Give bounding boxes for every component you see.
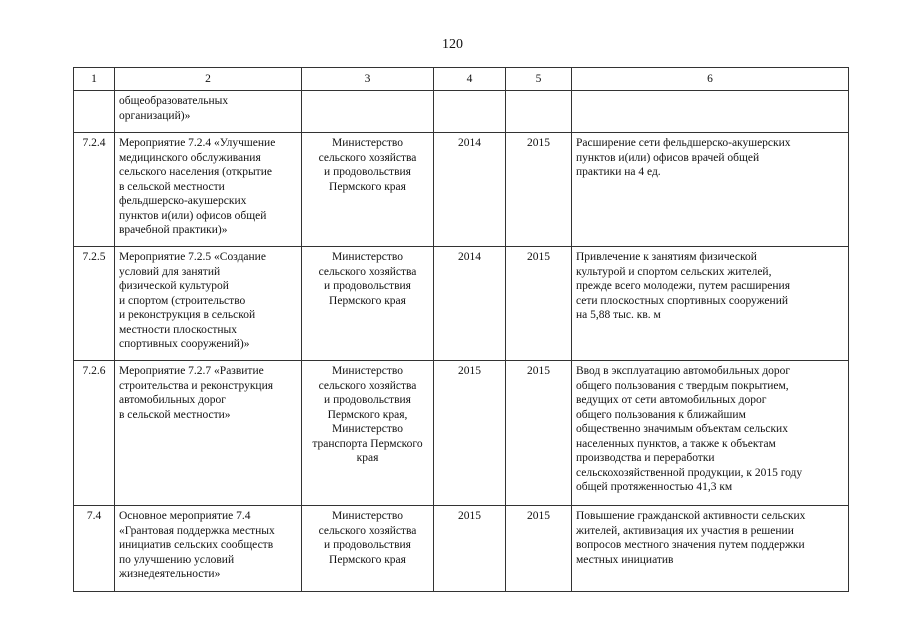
end-year: 2015 [506, 506, 572, 592]
start-year: 2014 [434, 247, 506, 361]
row-number: 7.4 [74, 506, 115, 592]
executor: Министерство сельского хозяйства и продовольствия Пермского края [302, 506, 434, 592]
table-row [74, 247, 849, 361]
executor: Министерство сельского хозяйства и продовольствия Пермского края, Министерство транспорта Пермского края [302, 361, 434, 506]
end-year: 2015 [506, 247, 572, 361]
header-cell-2: 2 [115, 68, 302, 91]
start-year [434, 91, 506, 133]
row-number: 7.2.4 [74, 133, 115, 247]
executor: Министерство сельского хозяйства и продовольствия Пермского края [302, 247, 434, 361]
executor [302, 91, 434, 133]
table-row [74, 506, 849, 592]
row-number [74, 91, 115, 133]
event-name: общеобразовательных организаций)» [115, 91, 302, 133]
end-year: 2015 [506, 361, 572, 506]
start-year: 2015 [434, 361, 506, 506]
expected-result [572, 91, 849, 133]
expected-result: Повышение гражданской активности сельских жителей, активизация их участия в решении вопросов местного значения путем поддержки местных инициатив [572, 506, 849, 592]
event-name: Мероприятие 7.2.4 «Улучшение медицинского обслуживания сельского населения (открытие в сельской местности фельдшерско-акушерских пунктов и(или) офисов общей врачебной практики)» [115, 133, 302, 247]
end-year: 2015 [506, 133, 572, 247]
program-table [73, 67, 849, 592]
header-cell-6: 6 [572, 68, 849, 91]
header-cell-4: 4 [434, 68, 506, 91]
executor: Министерство сельского хозяйства и продовольствия Пермского края [302, 133, 434, 247]
start-year: 2014 [434, 133, 506, 247]
row-number: 7.2.5 [74, 247, 115, 361]
row-number: 7.2.6 [74, 361, 115, 506]
table-row [74, 361, 849, 506]
table-row [74, 133, 849, 247]
header-cell-3: 3 [302, 68, 434, 91]
start-year: 2015 [434, 506, 506, 592]
expected-result: Привлечение к занятиям физической культурой и спортом сельских жителей, прежде всего молодежи, путем расширения сети плоскостных спортивных сооружений на 5,88 тыс. кв. м [572, 247, 849, 361]
expected-result: Ввод в эксплуатацию автомобильных дорог общего пользования с твердым покрытием, ведущих от сети автомобильных дорог общего пользования к ближайшим общественно значимым объектам сельских населенных пунктов, а также к объектам производства и переработки сельскохозяйственной продукции, к 2015 году общей протяженностью 41,3 км [572, 361, 849, 506]
header-cell-5: 5 [506, 68, 572, 91]
page-number: 120 [442, 37, 463, 52]
event-name: Мероприятие 7.2.5 «Создание условий для занятий физической культурой и спортом (строительство и реконструкция в сельской местности плоскостных спортивных сооружений)» [115, 247, 302, 361]
header-cell-1: 1 [74, 68, 115, 91]
table-row [74, 91, 849, 133]
event-name: Мероприятие 7.2.7 «Развитие строительства и реконструкция автомобильных дорог в сельской местности» [115, 361, 302, 506]
header-row [74, 68, 849, 91]
end-year [506, 91, 572, 133]
event-name: Основное мероприятие 7.4 «Грантовая поддержка местных инициатив сельских сообществ по улучшению условий жизнедеятельности» [115, 506, 302, 592]
expected-result: Расширение сети фельдшерско-акушерских пунктов и(или) офисов врачей общей практики на 4 ед. [572, 133, 849, 247]
